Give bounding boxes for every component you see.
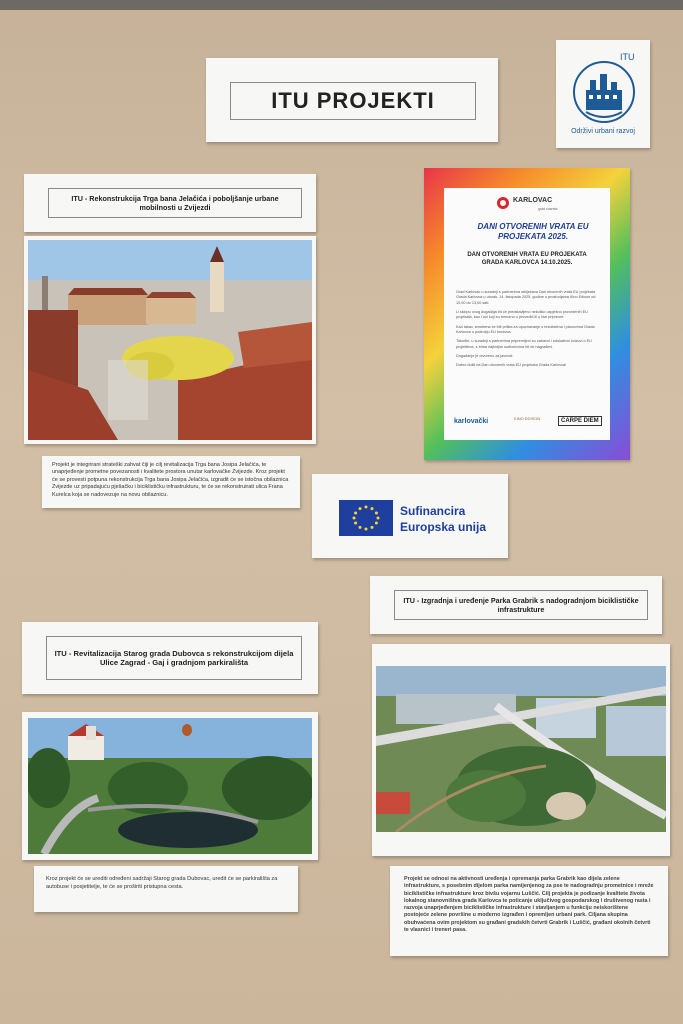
- project1-heading-sheet: [24, 174, 316, 232]
- eu-funding-sheet: [312, 474, 508, 558]
- project3-heading: ITU - Revitalizacija Starog grada Dubovca s rekonstrukcijom dijela Ulice Zagrad - Gaj i gradnjom parkirališta: [46, 636, 302, 680]
- project2-description-sheet: [390, 866, 668, 956]
- project1-description: Projekt je integrirani strateški zahvat čiji je cilj revitalizacija Trga bana Josipa Jelačića, te unaprjeđenje prometne povezanosti i kvalitete prostora unutar karlovačke Zvijezde. Kroz projekt će se provesti potpuna rekonstrukcija Trga bana Josipa Jelačića, izgradit će se istočna obilaznica Zvijezde uz pripadajuću pješačku i biciklističku infrastrukturu, te će se rekonstruirati ulica Frana Kurelca koja se nadovezuje na novu obilaznicu.: [52, 462, 289, 498]
- open-day-poster: [424, 168, 630, 460]
- itu-logo-sheet: [556, 40, 650, 148]
- poster-bullet: Događanje je otvoreno za javnost.: [456, 353, 514, 358]
- sponsor-kino-edison: KINO EDISON: [514, 416, 541, 421]
- project3-photo-sheet: [22, 712, 318, 860]
- poster-bullet: Kao takav, smotrena će biti prilika za upoznavanje s rezultatima i planovima Grada Karlovca u području EU fondova.: [456, 324, 595, 334]
- poster-bullet: Dobro došli na Dan otvorenih vrata EU projekata Grada Karlovca!: [456, 363, 567, 368]
- top-strip: [0, 0, 683, 10]
- project3-render-image: [28, 718, 312, 854]
- poster-brand: KARLOVAC: [513, 197, 553, 204]
- eu-line2: Europska unija: [400, 520, 487, 534]
- title-sheet: [206, 58, 498, 142]
- eu-line1: Sufinancira: [400, 504, 466, 518]
- logo-subtitle: Održivi urbani razvoj: [571, 128, 635, 135]
- project3-heading-sheet: [22, 622, 318, 694]
- poster-bullets: [456, 290, 601, 372]
- project2-photo-sheet: [372, 644, 670, 856]
- poster-bullet: U sklopu ovog događaja bit će predstavljeno nekoliko uspješno provedenih EU projekata, kao i oni koji su trenutno u provedbi ili u fazi pripreme.: [456, 309, 588, 320]
- poster-bullet: Grad Karlovac u suradnji s partnerima obilježava Dan otvorenih vrata EU projekata Grada Karlovca u utorak, 14. listopada 2025. godine u prostorijama Kino Edison od 10,00 do 13,00 sati.: [456, 290, 596, 305]
- logo-label: ITU: [620, 52, 635, 62]
- project2-aerial-image: [376, 666, 666, 832]
- project2-heading-sheet: [370, 576, 662, 634]
- sponsor-karlovacki: karlovački: [454, 418, 489, 425]
- project3-description-sheet: [34, 866, 298, 912]
- project1-photo-sheet: [24, 236, 316, 444]
- karlovac-emblem-icon: [496, 196, 510, 210]
- eu-flag-icon: [339, 500, 393, 536]
- poster-headline: DANI OTVORENIH VRATA EU PROJEKATA 2025.: [477, 222, 589, 241]
- project2-heading: ITU - Izgradnja i uređenje Parka Grabrik s nadogradnjom biciklističke infrastrukture: [394, 590, 648, 620]
- poster-brand-sub: grad susreta: [538, 207, 558, 211]
- project1-description-sheet: [42, 456, 300, 508]
- project1-heading: ITU - Rekonstrukcija Trga bana Jelačića i poboljšanje urbane mobilnosti u Zvijezdi: [48, 188, 302, 218]
- sponsor-carpe-diem: CARPE DIEM: [558, 416, 602, 426]
- poster-subhead: DAN OTVORENIH VRATA EU PROJEKATA GRADA KARLOVCA 14.10.2025.: [467, 252, 587, 266]
- project2-description: Projekt se odnosi na aktivnosti uređenja i opremanja parka Grabrik kao dijela zelene infrastrukture, s posebnim dijelom parka namijenjenog za pse te nadogradnju prometnice i mreže biciklističke infrastrukture kroz bivšu vojarnu Luščić. Cilj projekta je podizanje kvalitete života lokalnog stanovništva grada Karlovca te poticanje uključivog gospodarskog i društvenog rasta i razvoja unaprjeđenjem biciklističke infrastrukture i stavljanjem u funkciju neiskorištene postojeće zelene površine u moderno izgrađen i opremljen urbani park. Ciljana skupina obuhvaćena ovim projektom su građani gradskih četvrti Grabrik i Luščić, građani okolnih četvrti te vlasnici i treneri pasa.: [404, 876, 654, 934]
- poster-inner: [444, 188, 610, 440]
- project1-render-image: [28, 240, 312, 440]
- project3-description: Kroz projekt će se urediti određeni sadržaji Starog grada Dubovac, uredit će se parkirališta za autobuse i posjetitelje, te će se proširiti pristupna cesta.: [46, 876, 278, 890]
- page-title: ITU PROJEKTI: [230, 82, 476, 120]
- poster-bullet: Također, u suradnji s partnerima pripremljeni su zabavni i edukativni kvizovi o EU projektima, s trima najboljim sudionicima bit će nagrađeni.: [456, 339, 592, 349]
